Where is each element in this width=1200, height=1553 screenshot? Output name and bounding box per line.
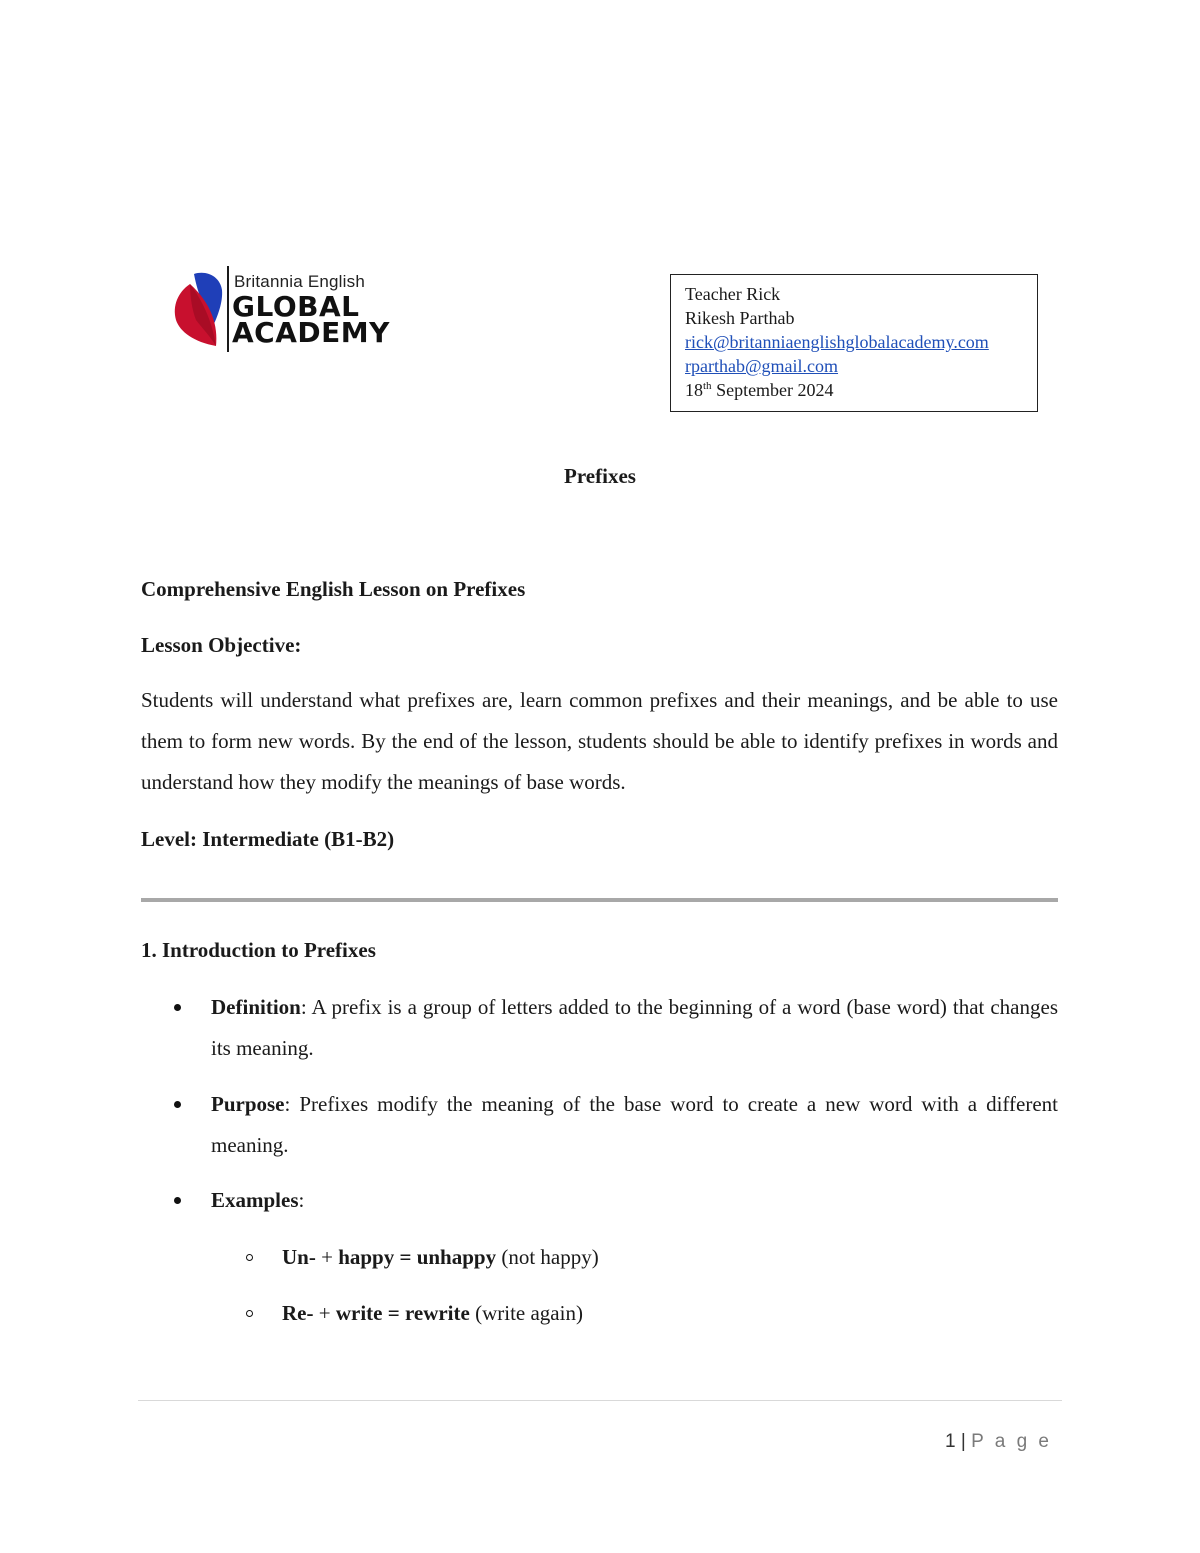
sub-bullet-icon bbox=[246, 1254, 253, 1261]
teacher-name: Rikesh Parthab bbox=[685, 308, 795, 328]
bullet-icon bbox=[174, 1197, 181, 1204]
example-item: Re- + write = rewrite (write again) bbox=[141, 1293, 1058, 1334]
academy-logo bbox=[170, 262, 400, 354]
page-number: 1 bbox=[945, 1431, 956, 1452]
section-heading: 1. Introduction to Prefixes bbox=[141, 938, 376, 962]
logo-line-2: GLOBAL bbox=[232, 290, 360, 323]
logo-leaf-icon bbox=[172, 270, 224, 346]
contact-box bbox=[670, 274, 1038, 412]
page-label: P a g e bbox=[971, 1431, 1052, 1452]
email-link-primary[interactable]: rick@britanniaenglishglobalacademy.com bbox=[685, 332, 989, 352]
level-heading: Level: Intermediate (B1-B2) bbox=[141, 827, 395, 851]
email-link-secondary[interactable]: rparthab@gmail.com bbox=[685, 356, 839, 376]
logo-line-3: ACADEMY bbox=[232, 316, 390, 349]
objective-heading: Lesson Objective: bbox=[141, 633, 302, 657]
example-item: Un- + happy = unhappy (not happy) bbox=[141, 1237, 1058, 1278]
sub-bullet-icon bbox=[246, 1310, 253, 1317]
bullet-text: : A prefix is a group of letters added to the beginning of a word (base word) that changes its meaning. bbox=[211, 995, 1058, 1060]
bullet-icon bbox=[174, 1101, 181, 1108]
teacher-label: Teacher Rick bbox=[685, 284, 781, 304]
bullet-term: Examples bbox=[211, 1188, 299, 1212]
footer-divider bbox=[138, 1400, 1062, 1401]
objective-paragraph: Students will understand what prefixes are, learn common prefixes and their meanings, and be able to use them to form new words. By the end of the lesson, students should be able to identify prefixes in words and understand how they modify the meanings of base words. bbox=[141, 688, 1058, 794]
logo-divider bbox=[227, 266, 229, 352]
lesson-date: 18th September 2024 bbox=[685, 380, 834, 400]
list-item bbox=[141, 1084, 1058, 1166]
list-item bbox=[141, 1180, 1058, 1221]
bullet-term: Purpose bbox=[211, 1092, 285, 1116]
page-title: Prefixes bbox=[564, 464, 636, 488]
page-footer: 1 | P a g e bbox=[945, 1431, 1052, 1452]
horizontal-rule bbox=[141, 898, 1058, 902]
bullet-text: : bbox=[298, 1188, 305, 1212]
bullet-text: : Prefixes modify the meaning of the base word to create a new word with a different meaning. bbox=[211, 1092, 1058, 1157]
bullet-term: Definition bbox=[211, 995, 301, 1019]
logo-line-1: Britannia English bbox=[234, 272, 365, 291]
bullet-icon bbox=[174, 1004, 181, 1011]
list-item bbox=[141, 987, 1058, 1069]
lesson-title: Comprehensive English Lesson on Prefixes bbox=[141, 577, 526, 601]
